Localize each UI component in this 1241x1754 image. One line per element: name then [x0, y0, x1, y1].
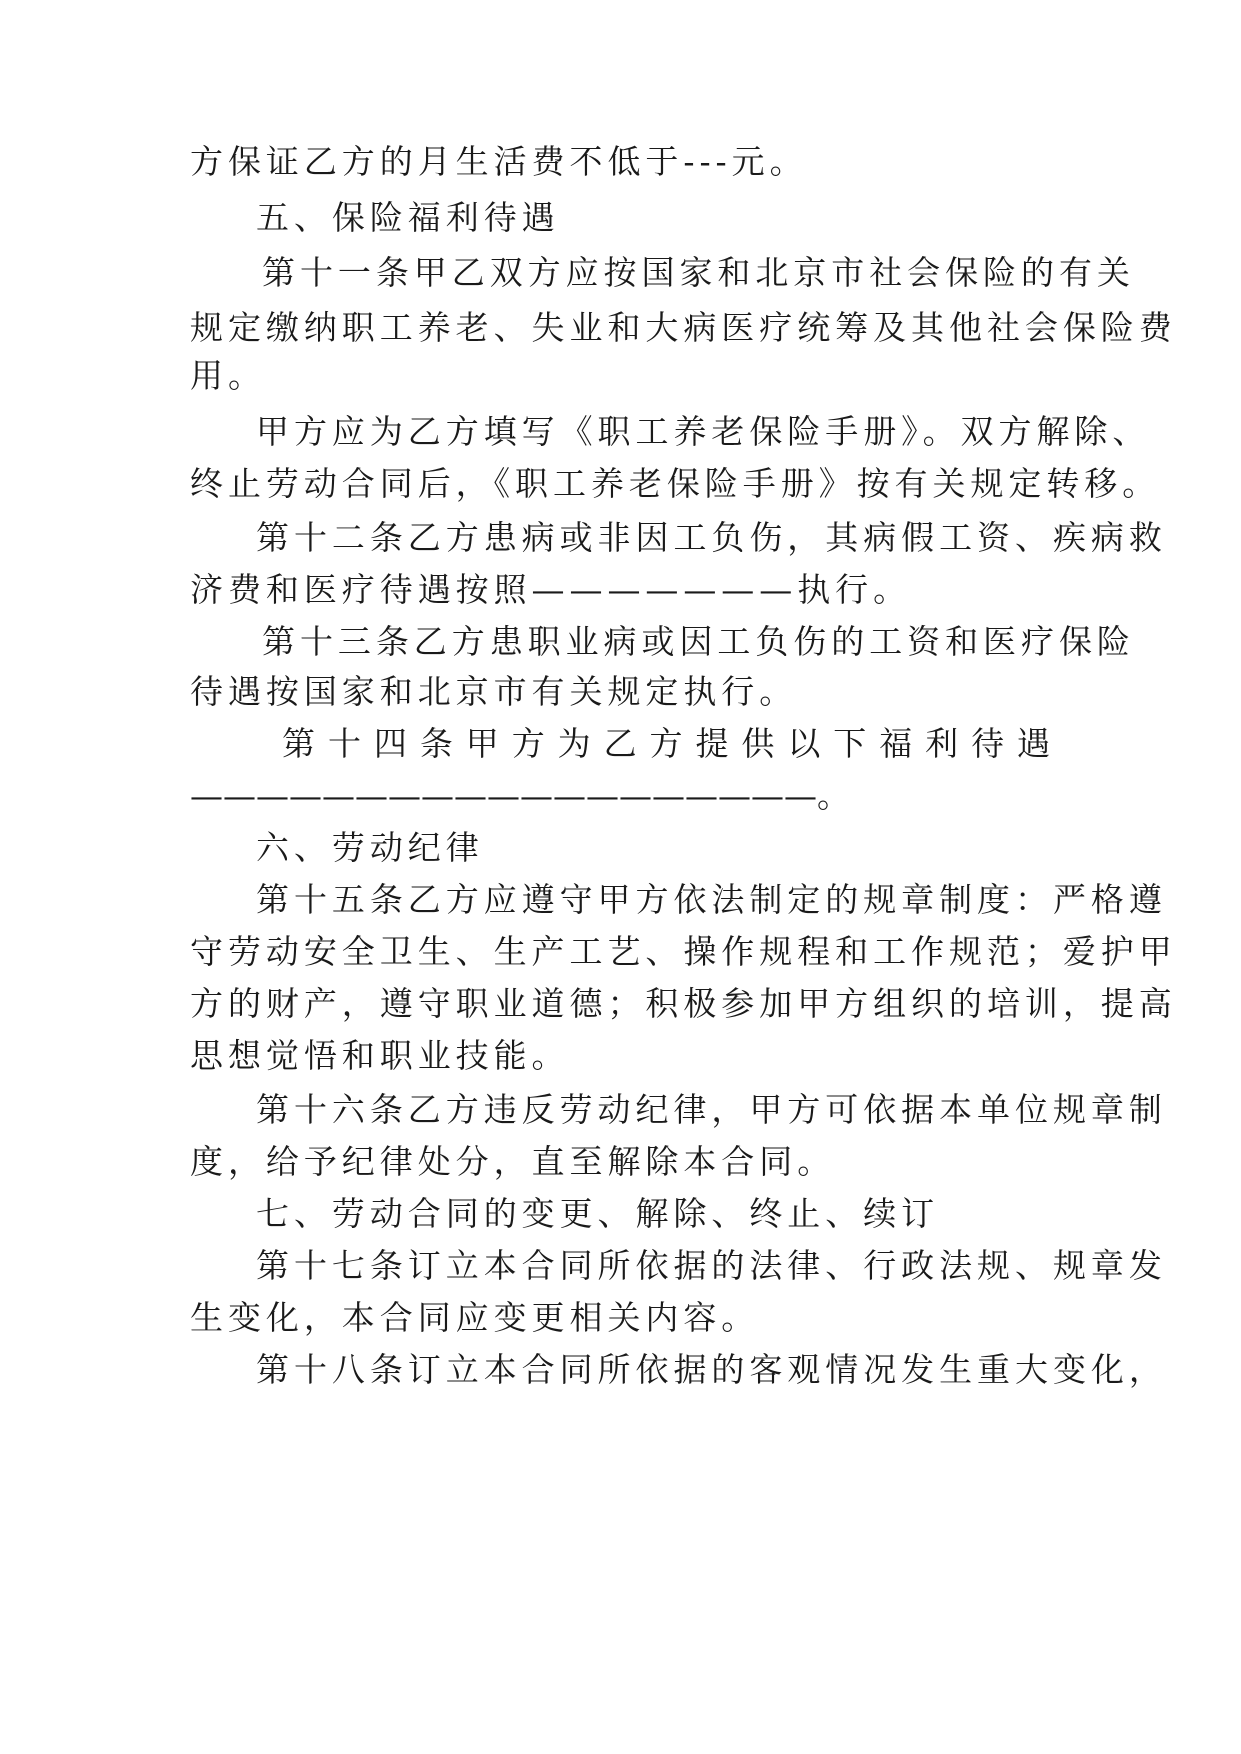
text-line-article-16: 第十六条乙方违反劳动纪律，甲方可依据本单位规章制	[256, 1090, 1167, 1129]
section-heading-contract-changes: 七、劳动合同的变更、解除、终止、续订	[256, 1194, 940, 1233]
spread-char: 待	[971, 724, 1005, 763]
text-line-20: 度，给予纪律处分，直至解除本合同。	[190, 1142, 836, 1181]
spread-char: 方	[649, 724, 683, 763]
spread-char: 四	[373, 724, 407, 763]
spread-char: 福	[879, 724, 913, 763]
spread-char: 遇	[1017, 724, 1050, 763]
text-line-5: 用。	[190, 356, 266, 395]
spread-char: 为	[557, 724, 591, 763]
text-line-4: 规定缴纳职工养老、失业和大病医疗统筹及其他社会保险费	[190, 308, 1177, 347]
spread-char: 乙	[603, 724, 637, 763]
text-line-6: 甲方应为乙方填写《职工养老保险手册》。双方解除、	[256, 412, 1151, 451]
text-line-article-17: 第十七条订立本合同所依据的法律、行政法规、规章发	[256, 1246, 1167, 1285]
spread-char: 提	[695, 724, 729, 763]
text-line-article-18: 第十八条订立本合同所依据的客观情况发生重大变化，	[256, 1350, 1167, 1389]
spread-char: 第	[282, 724, 315, 763]
section-heading-insurance: 五、保险福利待遇	[256, 198, 560, 237]
text-line-article-13: 第十三条乙方患职业病或因工负伤的工资和医疗保险	[262, 622, 1135, 661]
spread-char: 方	[511, 724, 545, 763]
text-line-18: 思想觉悟和职业技能。	[190, 1036, 570, 1075]
text-line-9: 济费和医疗待遇按照———————执行。	[190, 570, 912, 609]
text-line-11: 待遇按国家和北京市有关规定执行。	[190, 672, 798, 711]
spread-char: 利	[925, 724, 959, 763]
spread-char: 以	[787, 724, 821, 763]
text-line-7: 终止劳动合同后，《职工养老保险手册》按有关规定转移。	[190, 464, 1161, 503]
spread-char: 条	[419, 724, 453, 763]
text-line-23: 生变化，本合同应变更相关内容。	[190, 1298, 760, 1337]
text-line-1: 方保证乙方的月生活费不低于---元。	[190, 142, 808, 181]
spread-char: 供	[741, 724, 775, 763]
text-line-article-12: 第十二条乙方患病或非因工负伤，其病假工资、疾病救	[256, 518, 1167, 557]
text-line-17: 方的财产，遵守职业道德；积极参加甲方组织的培训，提高	[190, 984, 1177, 1023]
section-heading-discipline: 六、劳动纪律	[256, 828, 484, 867]
text-line-13: ———————————————————。	[190, 776, 850, 815]
text-line-article-11: 第十一条甲乙双方应按国家和北京市社会保险的有关	[262, 253, 1135, 292]
text-line-16: 守劳动安全卫生、生产工艺、操作规程和工作规范；爱护甲	[190, 932, 1177, 971]
spread-char: 十	[327, 724, 361, 763]
spread-char: 甲	[465, 724, 499, 763]
spread-char: 下	[833, 724, 867, 763]
text-line-article-15: 第十五条乙方应遵守甲方依法制定的规章制度：严格遵	[256, 880, 1167, 919]
text-line-article-14	[282, 724, 1050, 764]
